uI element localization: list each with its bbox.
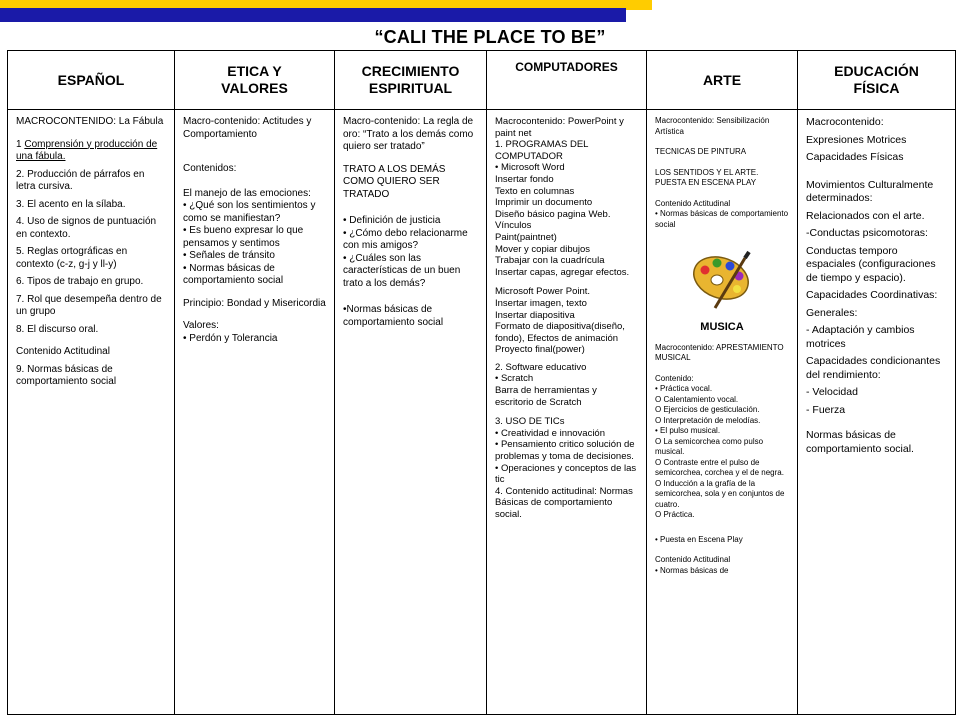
header-computadores: COMPUTADORES [487, 51, 647, 110]
comp-line: • Pensamiento critico solución de problemas y toma de decisiones. [495, 439, 635, 463]
crecimiento-macro: Macro-contenido: La regla de oro: “Trato a los demás como quiero ser tratado” [343, 116, 474, 152]
crecimiento-bullet-4: •Normas básicas de comportamiento social [343, 304, 444, 328]
crecimiento-bullet-2: • ¿Cómo debo relacionarme con mis amigos? [343, 227, 468, 251]
arte-normas: • Normas básicas de comportamiento social [655, 209, 789, 229]
arte-music-line: O Contraste entre el pulso de semicorchea, corchea y el de negra. [655, 457, 784, 477]
espanol-item-7: 7. Rol que desempeña dentro de un grupo [16, 293, 162, 317]
comp-macro: Macrocontenido: PowerPoint y paint net [495, 116, 624, 139]
edu-item: - Velocidad [806, 386, 858, 398]
arte-macro: Macrocontenido: Sensibilización Artística [655, 116, 770, 136]
edu-item: Movimientos Culturalmente determinados: [806, 178, 934, 204]
comp-line: • Microsoft Word [495, 162, 565, 174]
comp-line [495, 408, 638, 416]
etica-bullet-2: • Es bueno expresar lo que pensamos y sentimos [183, 225, 304, 249]
espanol-item-4: 4. Uso de signos de puntuación en contexto. [16, 216, 157, 240]
comp-line: Proyecto final(power) [495, 344, 585, 356]
cell-crecimiento [335, 110, 487, 715]
etica-macro: Macro-contenido: Actitudes y Comportamiento [183, 116, 312, 140]
comp-line: Insertar diapositiva [495, 309, 575, 321]
cell-educacion [798, 110, 956, 715]
comp-line: Paint(paintnet) [495, 231, 557, 243]
arte-tecnicas: TECNICAS DE PINTURA [655, 147, 747, 156]
header-crecimiento: CRECIMIENTO ESPIRITUAL [335, 51, 487, 110]
comp-line: Texto en columnas [495, 185, 575, 197]
comp-section-4: 4. Contenido actitudinal: Normas Básicas de comportamiento social. [495, 485, 633, 520]
espanol-item-5: 5. Reglas ortográficas en contexto (c-z, g-j y ll-y) [16, 246, 128, 270]
edu-item: Conductas temporo espaciales (configuraciones de tiempo y espacio). [806, 244, 936, 284]
espanol-item-6: 6. Tipos de trabajo en grupo. [16, 276, 144, 287]
etica-contenidos: Contenidos: [183, 163, 237, 174]
arte-normas-2: • Normas básicas de [655, 565, 729, 575]
arte-music-line: O Calentamiento vocal. [655, 394, 739, 404]
espanol-item-2: 2. Producción de párrafos en letra cursiva. [16, 168, 145, 192]
etica-bullet-4: • Normas básicas de comportamiento social [183, 262, 284, 286]
header-educacion: EDUCACIÓN FÍSICA [798, 51, 956, 110]
crecimiento-bullet-1: • Definición de justicia [343, 215, 441, 226]
arte-contenido: Contenido: [655, 373, 694, 383]
cell-computadores [487, 110, 647, 715]
comp-line: • Creatividad e innovación [495, 427, 606, 439]
arte-music-line: O Práctica. [655, 510, 695, 519]
comp-line: Mover y copiar dibujos [495, 243, 591, 255]
edu-item: Relacionados con el arte. [806, 209, 925, 222]
edu-item: -Conductas psicomotoras: [806, 227, 928, 239]
arte-music-line: O Inducción a la grafía de la semicorchea, sola y en conjuntos de cuatro. [655, 478, 785, 509]
comp-line: Barra de herramientas y escritorio de Scratch [495, 385, 597, 408]
arte-music-line: O Interpretación de melodías. [655, 415, 761, 425]
edu-item: Normas básicas de comportamiento social. [806, 429, 914, 455]
arte-actitudinal-2: Contenido Actitudinal [655, 555, 731, 564]
etica-principio: Principio: Bondad y Misericordia [183, 297, 326, 309]
arte-sentidos: LOS SENTIDOS Y EL ARTE. PUESTA EN ESCENA PLAY [655, 167, 759, 187]
comp-section-3: 3. USO DE TICs [495, 416, 565, 428]
espanol-item-9: 9. Normas básicas de comportamiento social [16, 363, 117, 387]
arte-musica-heading: MUSICA [700, 321, 744, 333]
comp-section-2: 2. Software educativo [495, 361, 587, 373]
edu-item: - Adaptación y cambios motrices [806, 324, 915, 350]
espanol-item-8: 8. El discurso oral. [16, 323, 99, 335]
espanol-macro: MACROCONTENIDO: La Fábula [16, 116, 164, 127]
arte-puesta: • Puesta en Escena Play [655, 534, 743, 544]
etica-manejo: El manejo de las emociones: [183, 187, 311, 199]
header-arte: ARTE [647, 51, 798, 110]
comp-line: Insertar imagen, texto [495, 297, 587, 309]
cell-arte [647, 110, 798, 715]
etica-bullet-3: • Señales de tránsito [183, 250, 275, 261]
palette-container [655, 250, 789, 312]
arte-music-line: • Práctica vocal. [655, 384, 713, 393]
espanol-actitudinal: Contenido Actitudinal [16, 346, 110, 357]
comp-line: Insertar fondo [495, 173, 554, 185]
comp-line: Vínculos [495, 220, 532, 232]
comp-line: Diseño básico pagina Web. [495, 208, 611, 220]
content-row [8, 110, 956, 715]
header-etica: ETICA Y VALORES [175, 51, 335, 110]
edu-item: Capacidades Físicas [806, 151, 904, 163]
edu-item: Capacidades condicionantes del rendimiento: [806, 355, 941, 381]
edu-item: Generales: [806, 306, 858, 319]
crecimiento-bullet-3: • ¿Cuáles son las características de un buen trato a los demás? [343, 252, 461, 289]
edu-item: - Fuerza [806, 403, 846, 416]
arte-macro-2: Macrocontenido: APRESTAMIENTO MUSICAL [655, 342, 784, 362]
arte-actitudinal: Contenido Actitudinal [655, 198, 731, 208]
comp-line: Imprimir un documento [495, 197, 593, 209]
comp-line: Trabajar con la cuadrícula [495, 255, 605, 267]
cell-espanol [8, 110, 175, 715]
arte-music-line: O Ejercicios de gesticulación. [655, 405, 760, 414]
arte-music-line: O La semicorchea como pulso musical. [655, 436, 764, 456]
cell-etica [175, 110, 335, 715]
crecimiento-trato: TRATO A LOS DEMÁS COMO QUIERO SER TRATADO [343, 163, 446, 200]
comp-line: Insertar capas, agregar efectos. [495, 266, 630, 278]
page-title: “CALI THE PLACE TO BE” [374, 27, 606, 47]
painter-palette-icon [687, 250, 757, 312]
edu-item: Expresiones Motrices [806, 133, 907, 146]
comp-section-1: 1. PROGRAMAS DEL COMPUTADOR [495, 139, 589, 162]
comp-line: Formato de diapositiva(diseño, fondo), Efectos de animación [495, 321, 625, 344]
comp-line: • Operaciones y conceptos de las tic [495, 462, 637, 486]
header-row [8, 51, 956, 110]
comp-line: • Scratch [495, 373, 534, 385]
edu-macro: Macrocontenido: [806, 116, 884, 128]
arte-music-line: • El pulso musical. [655, 426, 721, 435]
etica-bullet-5: • Perdón y Tolerancia [183, 332, 278, 344]
espanol-item-1: 1 Comprensión y producción de una fábula. [16, 138, 158, 162]
edu-item: Capacidades Coordinativas: [806, 289, 938, 301]
espanol-item-3: 3. El acento en la sílaba. [16, 198, 126, 210]
etica-bullet-1: • ¿Qué son los sentimientos y como se manifiestan? [183, 200, 316, 224]
top-decor-bar-blue [0, 8, 626, 22]
etica-valores: Valores: [183, 320, 219, 331]
header-espanol: ESPAÑOL [8, 51, 175, 110]
curriculum-table [7, 50, 956, 715]
comp-line: Microsoft Power Point. [495, 286, 591, 298]
